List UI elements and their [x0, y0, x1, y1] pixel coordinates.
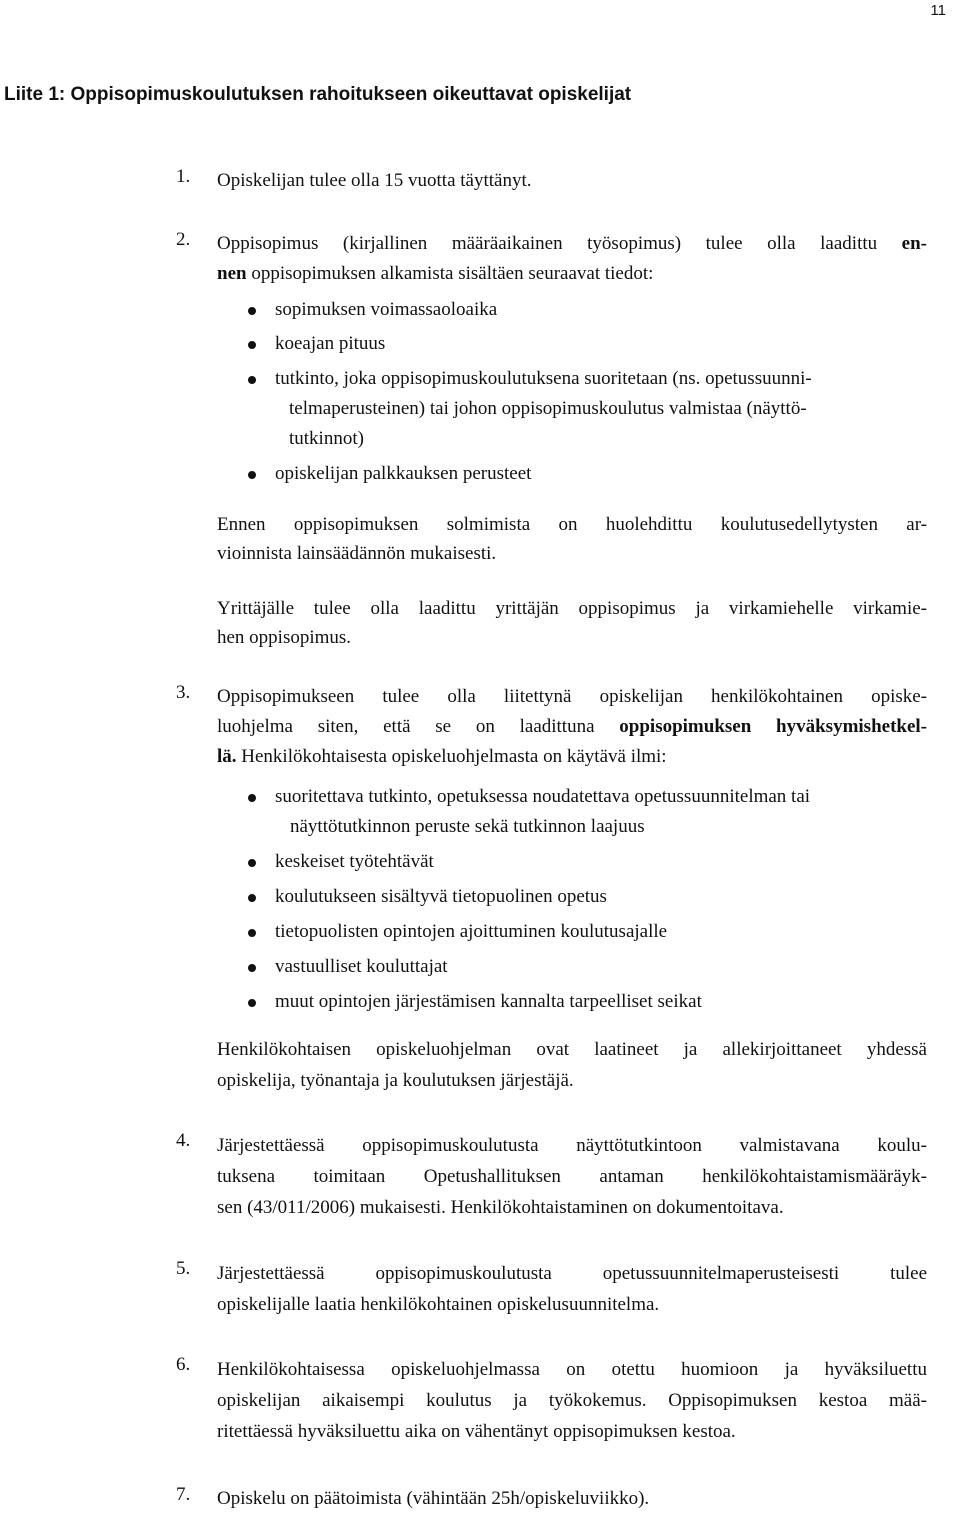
list-item-text: keskeiset työtehtävät	[275, 851, 434, 872]
item-2-emphasis-cont: nen	[217, 263, 247, 284]
item-3-emphasis-cont: lä.	[217, 746, 237, 767]
item-2-intro-text-cont: oppisopimuksen alkamista sisältäen seuraavat tiedot:	[246, 263, 654, 284]
bullet-icon	[248, 929, 256, 937]
item-4-text	[217, 1130, 927, 1223]
item-2-paragraph-1	[217, 510, 927, 568]
paragraph-line: Henkilökohtaisen opiskeluohjelman ovat laatineet ja allekirjoittaneet yhdessä	[217, 1039, 927, 1060]
paragraph-line: Henkilökohtaisessa opiskeluohjelmassa on otettu huomioon ja hyväksiluettu	[217, 1359, 927, 1380]
list-item-text-cont: telmaperusteinen) tai johon oppisopimuskoulutus valmistaa (näyttö-	[289, 398, 807, 419]
item-1-number: 1.	[176, 166, 191, 187]
paragraph-line: opiskelijan aikaisempi koulutus ja työkokemus. Oppisopimuksen kestoa mää-	[217, 1390, 927, 1411]
item-5-number: 5.	[176, 1258, 191, 1279]
bullet-icon	[248, 894, 256, 902]
bullet-icon	[248, 999, 256, 1007]
bullet-icon	[248, 794, 256, 802]
list-item	[248, 952, 948, 982]
paragraph-line: Järjestettäessä oppisopimuskoulutusta opetussuunnitelmaperusteisesti tulee	[217, 1263, 927, 1284]
paragraph-line: hen oppisopimus.	[217, 627, 352, 648]
item-3-bullet-list	[248, 782, 948, 1022]
list-item-text: muut opintojen järjestämisen kannalta tarpeelliset seikat	[275, 991, 702, 1012]
item-2-paragraph-2	[217, 594, 927, 652]
list-item-text: koeajan pituus	[275, 333, 386, 354]
item-4-number: 4.	[176, 1130, 191, 1151]
item-3-text: luohjelma siten, että se on laadittuna	[217, 716, 620, 737]
list-item-text: koulutukseen sisältyvä tietopuolinen opetus	[275, 886, 607, 907]
bullet-icon	[248, 341, 256, 349]
paragraph-line: ritettäessä hyväksiluettu aika on vähentänyt oppisopimuksen kestoa.	[217, 1421, 736, 1442]
item-2-intro	[217, 229, 927, 289]
item-1-text: Opiskelijan tulee olla 15 vuotta täyttänyt.	[217, 170, 532, 191]
item-7-number: 7.	[176, 1484, 191, 1505]
page-title: Liite 1: Oppisopimuskoulutuksen rahoitukseen oikeuttavat opiskelijat	[4, 84, 632, 105]
list-item	[248, 782, 948, 842]
paragraph-line: Oppisopimukseen tulee olla liitettynä opiskelijan henkilökohtainen opiske-	[217, 686, 927, 707]
list-item-text-cont: näyttötutkinnon peruste sekä tutkinnon laajuus	[290, 816, 645, 837]
item-2-number: 2.	[176, 229, 191, 250]
page-number: 11	[930, 2, 946, 19]
item-2-intro-text: Oppisopimus (kirjallinen määräaikainen työsopimus) tulee olla laadittu	[217, 233, 902, 254]
bullet-icon	[248, 859, 256, 867]
paragraph-line: opiskelijalle laatia henkilökohtainen opiskelusuunnitelma.	[217, 1294, 660, 1315]
paragraph-line: tuksena toimitaan Opetushallituksen antaman henkilökohtaistamismääräyk-	[217, 1166, 927, 1187]
list-item-text: vastuulliset kouluttajat	[275, 956, 448, 977]
paragraph-line: Ennen oppisopimuksen solmimista on huolehdittu koulutusedellytysten ar-	[217, 514, 927, 535]
list-item-text: tutkinto, joka oppisopimuskoulutuksena suoritetaan (ns. opetussuunni-	[275, 368, 812, 389]
list-item	[248, 295, 948, 325]
item-6-number: 6.	[176, 1354, 191, 1375]
list-item-text: opiskelijan palkkauksen perusteet	[275, 463, 532, 484]
list-item	[248, 917, 948, 947]
list-item	[248, 364, 948, 454]
list-item-text: sopimuksen voimassaoloaika	[275, 299, 498, 320]
paragraph-line: vioinnista lainsäädännön mukaisesti.	[217, 543, 497, 564]
bullet-icon	[248, 307, 256, 315]
item-2-bullet-list	[248, 295, 948, 489]
list-item-text: tietopuolisten opintojen ajoittuminen koulutusajalle	[275, 921, 668, 942]
item-2-emphasis: en-	[901, 233, 927, 254]
list-item	[248, 459, 948, 489]
list-item-text: suoritettava tutkinto, opetuksessa noudatettava opetussuunnitelman tai	[275, 786, 811, 807]
list-item	[248, 329, 948, 359]
item-6-text	[217, 1354, 927, 1447]
list-item	[248, 882, 948, 912]
item-3-paragraph	[217, 1034, 927, 1096]
bullet-icon	[248, 376, 256, 384]
paragraph-line: opiskelija, työnantaja ja koulutuksen järjestäjä.	[217, 1070, 574, 1091]
item-3-emphasis: oppisopimuksen hyväksymishetkel-	[619, 716, 927, 737]
item-7-text: Opiskelu on päätoimista (vähintään 25h/opiskeluviikko).	[217, 1488, 650, 1509]
paragraph-line: Yrittäjälle tulee olla laadittu yrittäjän oppisopimus ja virkamiehelle virkamie-	[217, 598, 927, 619]
bullet-icon	[248, 471, 256, 479]
item-3-intro	[217, 682, 927, 772]
list-item	[248, 847, 948, 877]
list-item-text-cont: tutkinnot)	[289, 428, 364, 449]
item-5-text	[217, 1258, 927, 1320]
paragraph-line: Järjestettäessä oppisopimuskoulutusta näyttötutkintoon valmistavana koulu-	[217, 1135, 927, 1156]
list-item	[248, 987, 948, 1017]
paragraph-line: sen (43/011/2006) mukaisesti. Henkilökohtaistaminen on dokumentoitava.	[217, 1197, 784, 1218]
bullet-icon	[248, 964, 256, 972]
item-3-text-cont: Henkilökohtaisesta opiskeluohjelmasta on käytävä ilmi:	[236, 746, 667, 767]
item-3-number: 3.	[176, 682, 191, 703]
